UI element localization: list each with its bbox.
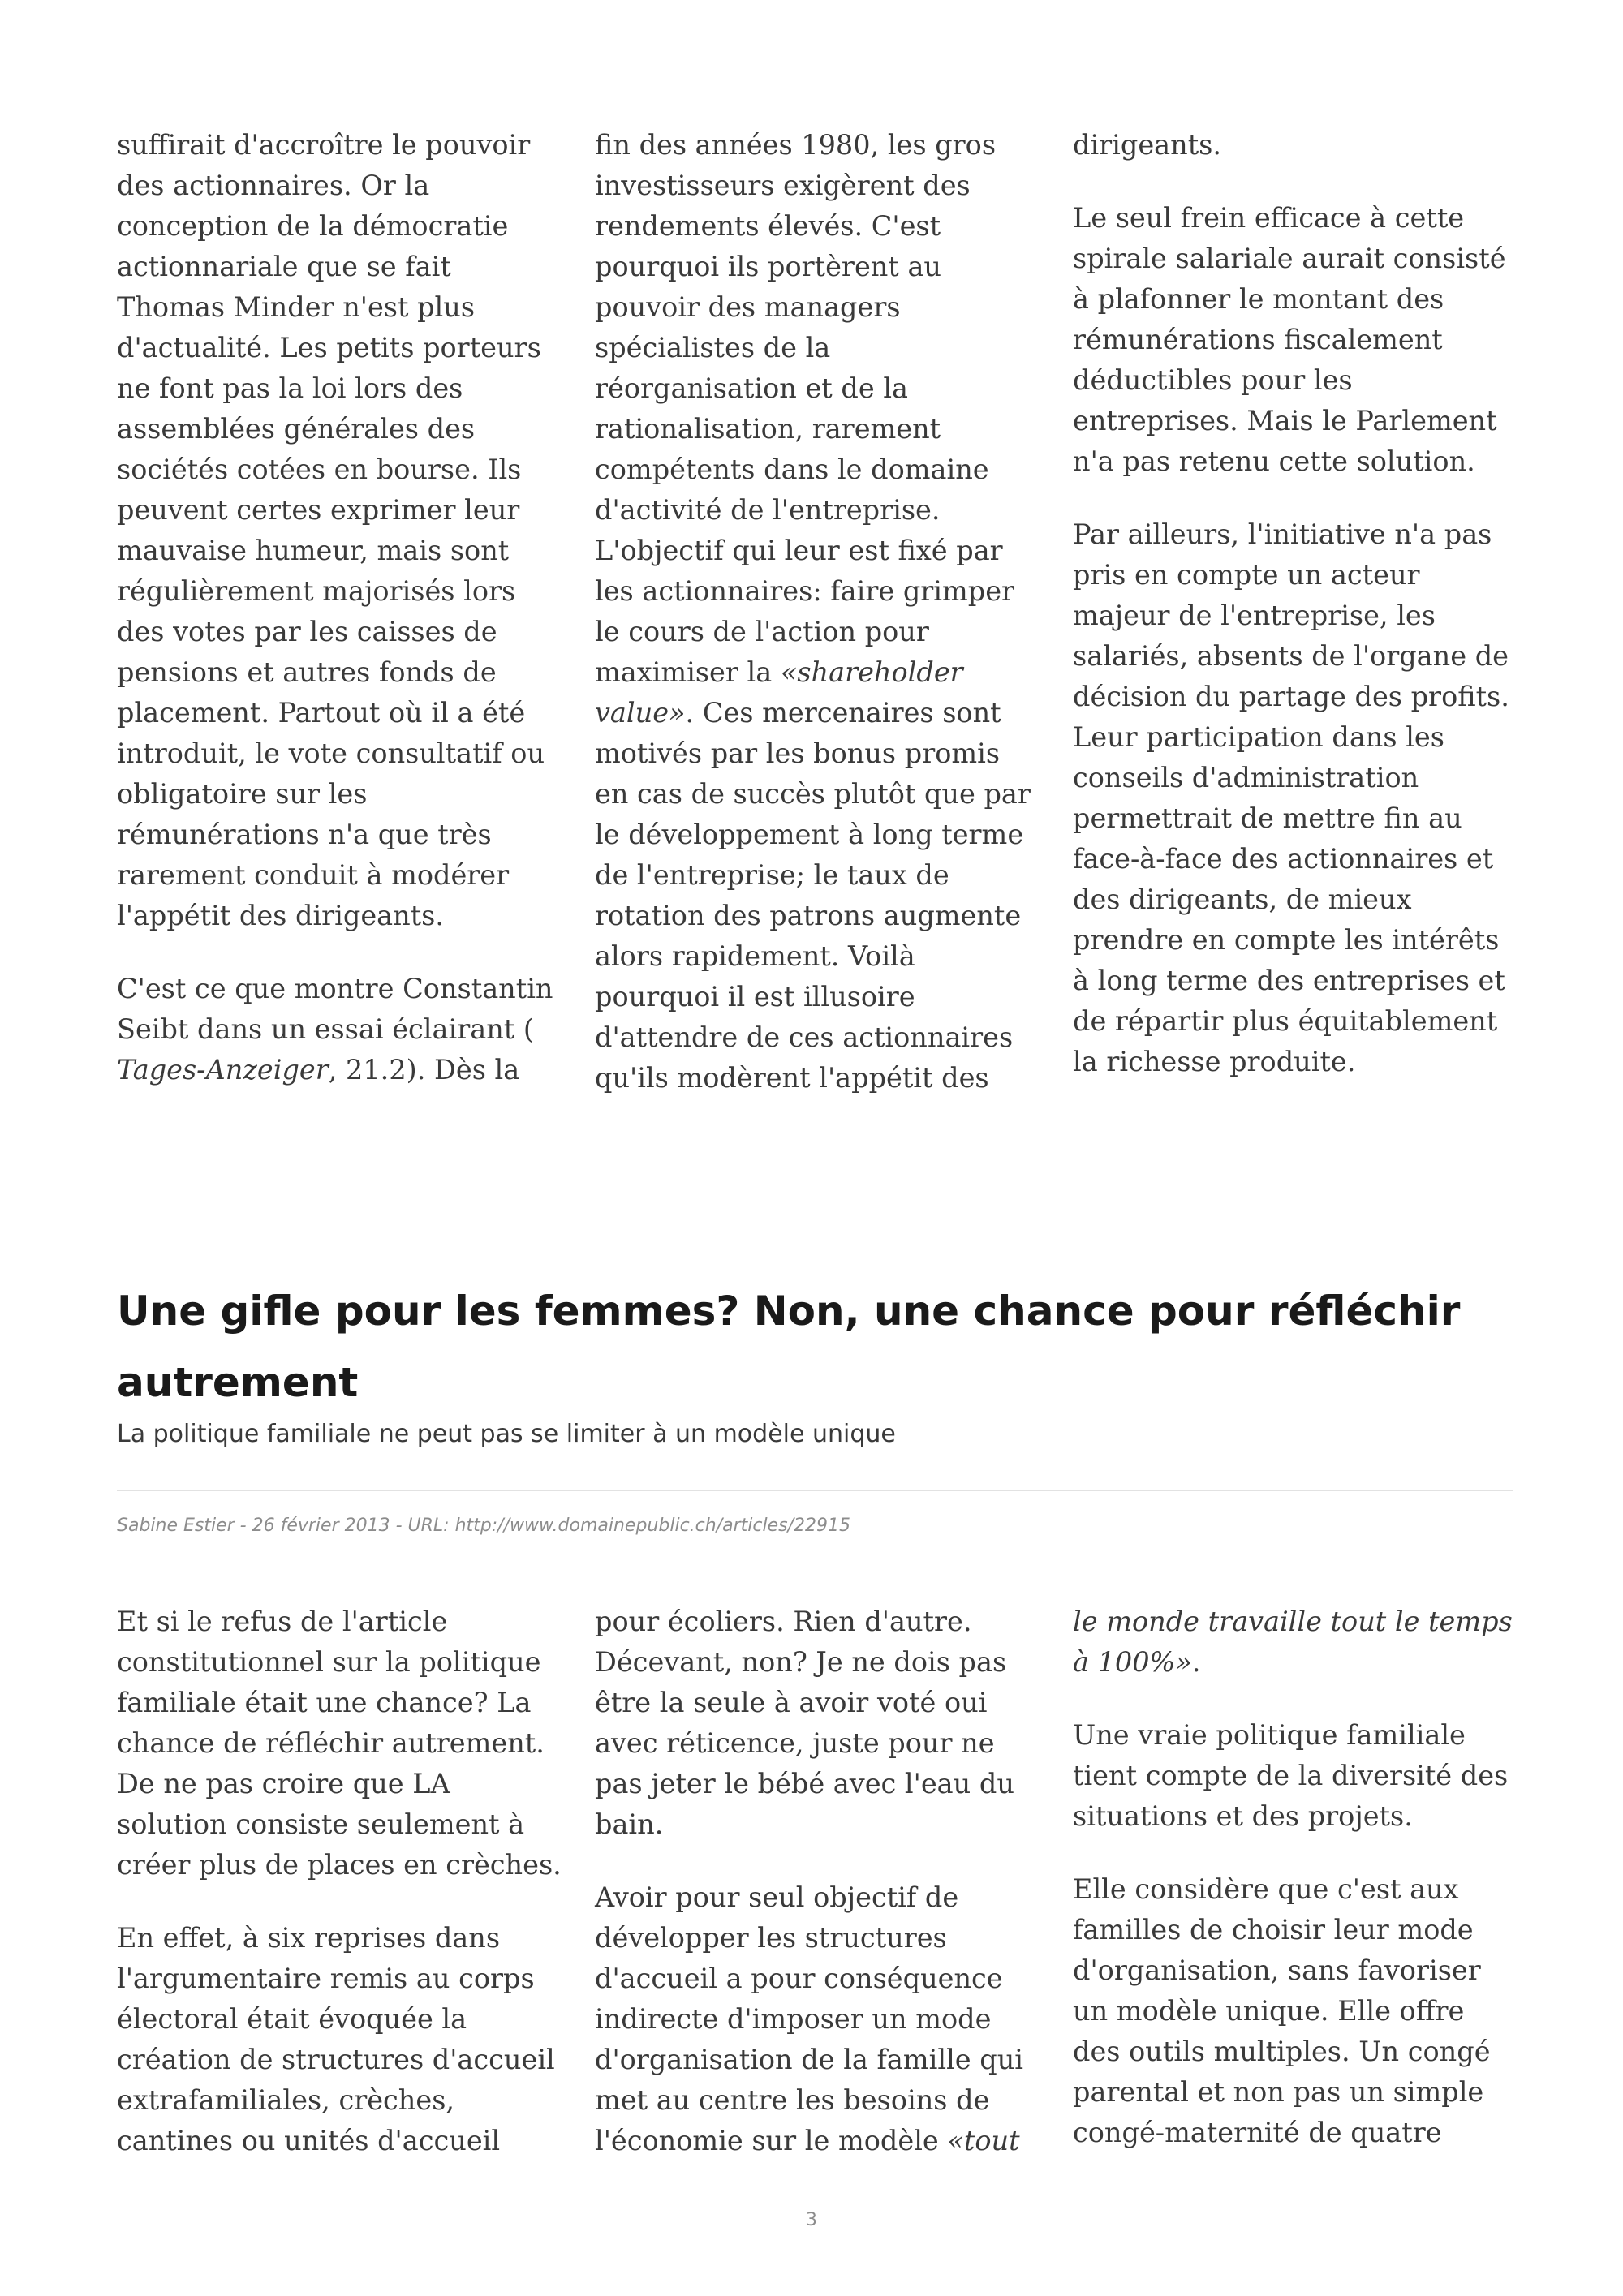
text-line: d'organisation de la famille qui [595, 2044, 1024, 2075]
text-line: Elle considère que c'est aux [1073, 1873, 1459, 1905]
text-line: obligatoire sur les [117, 778, 368, 810]
text-line: à long terme des entreprises et [1073, 965, 1505, 996]
text-line: chance de réfléchir autrement. [117, 1727, 545, 1759]
text-line: pourquoi il est illusoire [595, 981, 915, 1013]
text-line: familles de choisir leur mode [1073, 1914, 1474, 1946]
text-line: d'accueil a pour conséquence [595, 1963, 1003, 1994]
text-fragment: . Ces mercenaires sont [685, 697, 1001, 729]
text-line: extrafamiliales, crèches, [117, 2084, 455, 2116]
text-fragment: maximiser la [595, 656, 781, 688]
text-line: face-à-face des actionnaires et [1073, 843, 1494, 875]
text-line: la richesse produite. [1073, 1046, 1356, 1077]
text-line: compétents dans le domaine [595, 454, 989, 485]
article-subtitle: La politique familiale ne peut pas se limiter à un modèle unique [117, 1420, 896, 1448]
text-line: placement. Partout où il a été [117, 697, 526, 729]
text-line: congé-maternité de quatre [1073, 2117, 1442, 2148]
text-line [595, 693, 1037, 733]
page-number: 3 [806, 2210, 817, 2230]
text-line: pris en compte un acteur [1073, 559, 1420, 591]
text-line: tient compte de la diversité des [1073, 1760, 1509, 1791]
text-line: des dirigeants, de mieux [1073, 884, 1412, 915]
text-line: motivés par les bonus promis [595, 737, 1001, 769]
text-line: l'argumentaire remis au corps [117, 1963, 535, 1994]
text-line: d'organisation, sans favoriser [1073, 1954, 1481, 1986]
paragraph [1073, 1715, 1515, 1837]
italic-quote: «tout [947, 2125, 1020, 2156]
text-line: parental et non pas un simple [1073, 2076, 1484, 2108]
text-line: rotation des patrons augmente [595, 900, 1022, 931]
text-line: des outils multiples. Un congé [1073, 2036, 1491, 2067]
text-line: suffirait d'accroître le pouvoir [117, 129, 531, 161]
paragraph [117, 125, 559, 936]
text-line: conception de la démocratie [117, 210, 509, 242]
text-line: conseils d'administration [1073, 762, 1419, 793]
text-line: déductibles pour les [1073, 364, 1353, 396]
text-line: le développement à long terme [595, 819, 1024, 850]
line-group [595, 125, 1037, 652]
text-line [595, 652, 1037, 693]
text-line [1073, 1642, 1515, 1683]
text-line: spirale salariale aurait consisté [1073, 243, 1506, 274]
line-group [595, 1877, 1037, 2121]
text-line: des votes par les caisses de [117, 616, 497, 647]
text-line: réorganisation et de la [595, 372, 909, 404]
text-line: de répartir plus équitablement [1073, 1005, 1498, 1037]
line-group [595, 733, 1037, 1099]
text-line: pouvoir des managers [595, 291, 901, 323]
text-line: pensions et autres fonds de [117, 656, 497, 688]
top-column-3 [1073, 125, 1515, 1082]
text-line: indirecte d'imposer un mode [595, 2003, 992, 2035]
text-line: Et si le refus de l'article [117, 1606, 448, 1637]
paragraph [117, 969, 559, 1090]
text-line: bain. [595, 1808, 664, 1840]
text-line: rendements élevés. C'est [595, 210, 941, 242]
text-line: électoral était évoquée la [117, 2003, 467, 2035]
text-line: En effet, à six reprises dans [117, 1922, 501, 1954]
paragraph [1073, 1602, 1515, 1683]
bottom-column-1 [117, 1602, 562, 2161]
paragraph [1073, 198, 1515, 482]
text-line: décision du partage des profits. [1073, 681, 1509, 712]
text-line: rationalisation, rarement [595, 413, 941, 445]
text-line: d'attendre de ces actionnaires [595, 1021, 1014, 1053]
top-column-1 [117, 125, 559, 1090]
publication-name: Tages-Anzeiger [117, 1054, 329, 1086]
text-line: ne font pas la loi lors des [117, 372, 463, 404]
text-line: Une vraie politique familiale [1073, 1719, 1466, 1751]
text-line: n'a pas retenu cette solution. [1073, 445, 1475, 477]
text-line: C'est ce que montre Constantin [117, 973, 553, 1004]
text-line: Par ailleurs, l'initiative n'a pas [1073, 518, 1492, 550]
text-line: entreprises. Mais le Parlement [1073, 405, 1497, 436]
text-line: Seibt dans un essai éclairant ( [117, 1013, 534, 1045]
text-line: salariés, absents de l'organe de [1073, 640, 1509, 672]
text-line: assemblées générales des [117, 413, 476, 445]
text-line: introduit, le vote consultatif ou [117, 737, 545, 769]
italic-quote: à 100%» [1073, 1646, 1192, 1678]
bottom-column-2 [595, 1602, 1037, 2161]
text-fragment: , 21.2). Dès la [328, 1054, 520, 1086]
text-fragment: . [1191, 1646, 1201, 1678]
text-line: d'activité de l'entreprise. [595, 494, 941, 526]
text-line: un modèle unique. Elle offre [1073, 1995, 1465, 2027]
text-line: permettrait de mettre fin au [1073, 802, 1462, 834]
text-line: pourquoi ils portèrent au [595, 251, 942, 282]
text-line: création de structures d'accueil [117, 2044, 555, 2075]
text-line: pour écoliers. Rien d'autre. [595, 1606, 972, 1637]
text-line: le cours de l'action pour [595, 616, 929, 647]
text-line: pas jeter le bébé avec l'eau du [595, 1768, 1014, 1799]
text-line: les actionnaires: faire grimper [595, 575, 1015, 607]
text-line: d'actualité. Les petits porteurs [117, 332, 541, 363]
paragraph [1073, 125, 1515, 166]
text-line: dirigeants. [1073, 129, 1222, 161]
italic-term: «shareholder [780, 656, 963, 688]
text-line: alors rapidement. Voilà [595, 940, 915, 972]
text-line: cantines ou unités d'accueil [117, 2125, 501, 2156]
article-title [117, 1275, 1513, 1418]
text-line: prendre en compte les intérêts [1073, 924, 1500, 956]
text-line: Avoir pour seul objectif de [595, 1881, 959, 1913]
paragraph [117, 1918, 559, 2161]
text-line: sociétés cotées en bourse. Ils [117, 454, 522, 485]
title-line: autrement [117, 1359, 359, 1406]
text-line [595, 2121, 1037, 2161]
title-line: Une gifle pour les femmes? Non, une chance pour réfléchir [117, 1288, 1461, 1335]
text-line: en cas de succès plutôt que par [595, 778, 1031, 810]
text-line: rémunérations n'a que très [117, 819, 492, 850]
text-line: peuvent certes exprimer leur [117, 494, 520, 526]
text-line: spécialistes de la [595, 332, 831, 363]
text-line: situations et des projets. [1073, 1800, 1413, 1832]
text-line: Le seul frein efficace à cette [1073, 202, 1465, 234]
text-line: L'objectif qui leur est fixé par [595, 535, 1003, 566]
italic-term: value» [595, 697, 686, 729]
paragraph [1073, 1869, 1515, 2153]
paragraph [595, 1602, 1037, 1845]
text-line: qu'ils modèrent l'appétit des [595, 1062, 989, 1094]
text-line: régulièrement majorisés lors [117, 575, 516, 607]
text-line: rémunérations fiscalement [1073, 324, 1443, 355]
italic-quote: le monde travaille tout le temps [1073, 1606, 1513, 1637]
text-line: à plafonner le montant des [1073, 283, 1444, 315]
text-line: créer plus de places en crèches. [117, 1849, 562, 1881]
text-line: met au centre les besoins de [595, 2084, 990, 2116]
text-line: Thomas Minder n'est plus [117, 291, 476, 323]
text-line: De ne pas croire que LA [117, 1768, 450, 1799]
paragraph [117, 1602, 562, 1885]
text-line: majeur de l'entreprise, les [1073, 600, 1436, 631]
text-line [117, 1050, 559, 1090]
text-line: être la seule à avoir voté oui [595, 1687, 988, 1718]
paragraph [595, 1877, 1037, 2161]
paragraph [1073, 514, 1515, 1082]
text-line: rarement conduit à modérer [117, 859, 510, 891]
text-line: développer les structures [595, 1922, 947, 1954]
text-line: constitutionnel sur la politique [117, 1646, 541, 1678]
paragraph [595, 125, 1037, 1099]
text-line: solution consiste seulement à [117, 1808, 525, 1840]
article-meta: Sabine Estier - 26 février 2013 - URL: http://www.domainepublic.ch/articles/22915 [117, 1516, 850, 1536]
text-line: mauvaise humeur, mais sont [117, 535, 510, 566]
text-line: avec réticence, juste pour ne [595, 1727, 995, 1759]
text-line: l'appétit des dirigeants. [117, 900, 445, 931]
top-column-2 [595, 125, 1037, 1099]
text-line: investisseurs exigèrent des [595, 170, 971, 201]
text-fragment: l'économie sur le modèle [595, 2125, 948, 2156]
text-line: des actionnaires. Or la [117, 170, 430, 201]
text-line: actionnariale que se fait [117, 251, 451, 282]
text-line: Leur participation dans les [1073, 721, 1444, 753]
text-line: Décevant, non? Je ne dois pas [595, 1646, 1007, 1678]
text-line: de l'entreprise; le taux de [595, 859, 949, 891]
text-line: fin des années 1980, les gros [595, 129, 997, 161]
text-line: familiale était une chance? La [117, 1687, 532, 1718]
divider [117, 1490, 1513, 1491]
bottom-column-3 [1073, 1602, 1515, 2153]
text-line [1073, 1602, 1515, 1642]
